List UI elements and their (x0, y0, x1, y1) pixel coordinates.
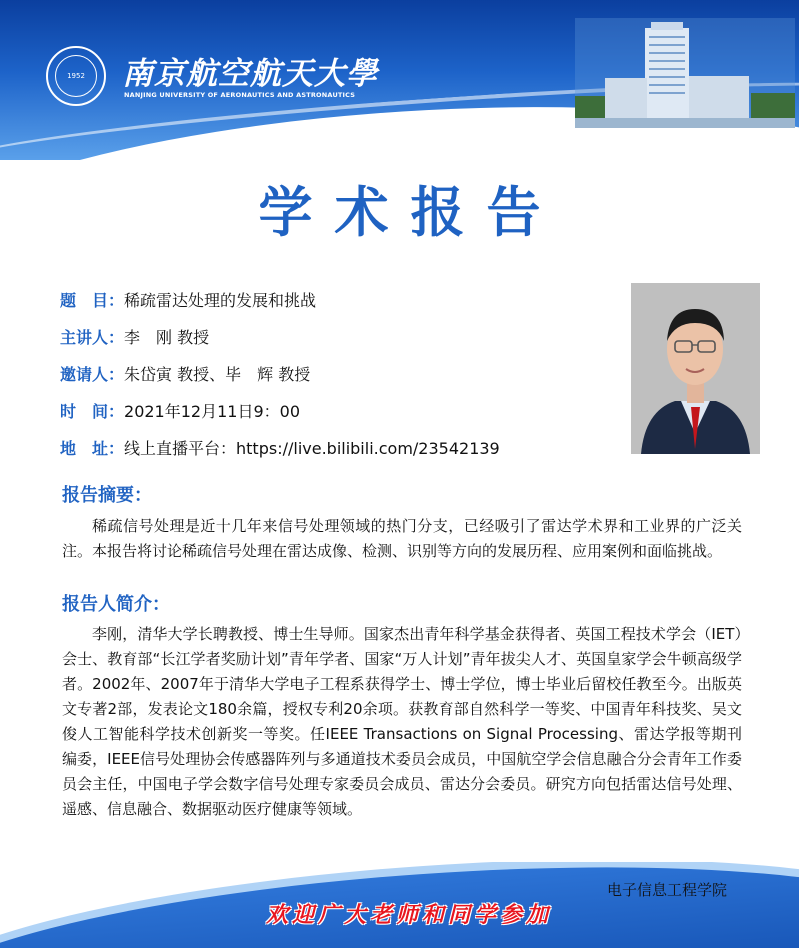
page-title: 学术报告 (258, 181, 563, 244)
bio-heading: 报告人简介： (62, 594, 170, 615)
info-row-speaker (60, 319, 620, 356)
info-label: 题 目： (60, 291, 125, 310)
info-value: 稀疏雷达处理的发展和挑战 (124, 291, 317, 310)
info-value: 2021年12月11日9：00 (124, 402, 300, 421)
abstract-heading: 报告摘要： (62, 485, 152, 506)
campus-building-image (575, 18, 795, 128)
university-seal-logo (46, 46, 106, 106)
welcome-slogan: 欢迎广大老师和同学参加 (266, 902, 553, 928)
header-banner (0, 0, 799, 160)
info-value: 李 刚 教授 (124, 328, 210, 347)
info-row-location (60, 430, 620, 467)
info-row-time (60, 393, 620, 430)
seal-year: 1952 (67, 72, 85, 80)
info-label: 时 间： (60, 402, 125, 421)
info-label: 地 址： (60, 439, 125, 458)
lecture-info (60, 282, 620, 467)
info-value: 朱岱寅 教授、毕 辉 教授 (124, 365, 311, 384)
department-name: 电子信息工程学院 (607, 881, 728, 899)
info-row-topic (60, 282, 620, 319)
info-row-host (60, 356, 620, 393)
speaker-photo (631, 283, 760, 454)
university-name-english: NANJING UNIVERSITY OF AERONAUTICS AND ASTRONAUTICS (124, 91, 356, 99)
bio-text: 李刚，清华大学长聘教授、博士生导师。国家杰出青年科学基金获得者、英国工程技术学会（IET）会士、教育部“长江学者奖励计划”青年学者、国家“万人计划”青年拔尖人才、英国皇家学会牛顿高级学者。2002年、2007年于清华大学电子工程系获得学士、博士学位，博士毕业后留校任教至今。出版英文专著2部，发表论文180余篇，授权专利20余项。获教育部自然科学一等奖、中国青年科技奖、吴文俊人工智能科学技术创新奖一等奖。任IEEE Transactions on Signal Processing、雷达学报等期刊编委，IEEE信号处理协会传感器阵列与多通道技术委员会成员，中国航空学会信息融合分会青年工作委员会主任，中国电子学会数字信号处理专家委员会成员、雷达分会委员。研究方向包括雷达信号处理、遥感、信息融合、数据驱动医疗健康等领域。 (62, 625, 742, 818)
info-label: 主讲人： (60, 328, 125, 347)
info-label: 邀请人： (60, 365, 125, 384)
info-value: 线上直播平台：https://live.bilibili.com/23542139 (124, 439, 500, 458)
abstract-text: 稀疏信号处理是近十几年来信号处理领域的热门分支，已经吸引了雷达学术界和工业界的广泛关注。本报告将讨论稀疏信号处理在雷达成像、检测、识别等方向的发展历程、应用案例和面临挑战。 (62, 517, 742, 560)
university-name-logo: 南京航空航天大學 (122, 56, 378, 92)
